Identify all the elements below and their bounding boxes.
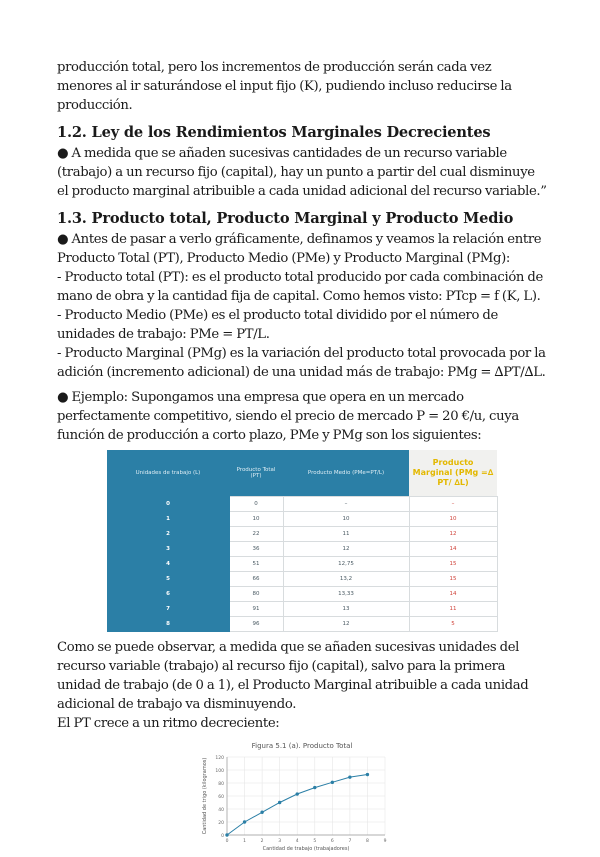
cell-pmg: 5 bbox=[409, 617, 497, 632]
section-1-3-p3: - Producto Medio (PMe) es el producto total dividido por el número de unidades de trabajo: PMe = PT/L. bbox=[57, 308, 498, 342]
after-table-paragraph: Como se puede observar, a medida que se añaden sucesivas unidades del recurso variable (trabajo) al recurso fijo (capital), salvo para la primera unidad de trabajo (de 0 a 1), el Producto Marginal atribuible a cada unidad adicional de trabajo va disminuyendo. bbox=[57, 640, 529, 712]
cell-pt: 22 bbox=[229, 527, 283, 542]
x-axis-label: Cantidad de trabajo (trabajadores) bbox=[262, 846, 350, 852]
x-tick-label: 6 bbox=[330, 839, 334, 844]
data-point bbox=[296, 792, 299, 795]
cell-labor: 7 bbox=[107, 602, 229, 617]
document-page bbox=[57, 58, 547, 857]
cell-labor: 2 bbox=[107, 527, 229, 542]
cell-pt: 36 bbox=[229, 542, 283, 557]
cell-labor: 5 bbox=[107, 572, 229, 587]
x-tick-label: 1 bbox=[243, 839, 246, 844]
cell-pmg: 14 bbox=[409, 542, 497, 557]
cell-labor: 3 bbox=[107, 542, 229, 557]
section-1-3-p2: - Producto total (PT): es el producto total producido por cada combinación de mano de obra y la cantidad fija de capital. Como hemos visto: PTcp = f (K, L). bbox=[57, 270, 543, 304]
section-1-3-p1: ● Antes de pasar a verlo gráficamente, definamos y veamos la relación entre Producto Total (PT), Producto Medio (PMe) y Producto Marginal (PMg): bbox=[57, 232, 542, 266]
cell-labor: 1 bbox=[107, 512, 229, 527]
table-header-labor: Unidades de trabajo (L) bbox=[107, 450, 229, 497]
cell-pt: 0 bbox=[229, 497, 283, 512]
cell-pmg: 11 bbox=[409, 602, 497, 617]
x-tick-label: 3 bbox=[278, 839, 282, 844]
table-row bbox=[107, 497, 497, 512]
chart-title: Figura 5.1 (a). Producto Total bbox=[251, 742, 353, 750]
cell-pme: 10 bbox=[283, 512, 409, 527]
x-tick-label: 7 bbox=[348, 839, 352, 844]
x-tick-label: 9 bbox=[383, 839, 387, 844]
section-1-3-p5: ● Ejemplo: Supongamos una empresa que opera en un mercado perfectamente competitivo, siendo el precio de mercado P = 20 €/u, cuya función de producción a corto plazo, PMe y PMg son los siguientes: bbox=[57, 390, 519, 443]
cell-pme: 11 bbox=[283, 527, 409, 542]
section-1-3-heading: 1.3. Producto total, Producto Marginal y Producto Medio bbox=[57, 210, 514, 227]
table-row bbox=[107, 527, 497, 542]
data-point bbox=[313, 786, 316, 789]
cell-pmg: 15 bbox=[409, 572, 497, 587]
table-body bbox=[107, 497, 497, 632]
cell-labor: 0 bbox=[107, 497, 229, 512]
y-tick-label: 60 bbox=[218, 794, 224, 800]
pt-paragraph: El PT crece a un ritmo decreciente: bbox=[57, 716, 280, 731]
cell-labor: 8 bbox=[107, 617, 229, 632]
cell-pt: 80 bbox=[229, 587, 283, 602]
cell-pmg: 15 bbox=[409, 557, 497, 572]
data-point bbox=[278, 801, 281, 804]
data-point bbox=[348, 775, 351, 778]
cell-pme: 13,33 bbox=[283, 587, 409, 602]
x-tick-label: 8 bbox=[366, 839, 369, 844]
cell-pt: 66 bbox=[229, 572, 283, 587]
data-point bbox=[260, 811, 263, 814]
cell-pme: 13,2 bbox=[283, 572, 409, 587]
table-row bbox=[107, 557, 497, 572]
production-table-wrapper bbox=[57, 450, 547, 632]
cell-labor: 4 bbox=[107, 557, 229, 572]
table-header-pt: Producto Total (PT) bbox=[229, 450, 283, 497]
x-tick-label: 5 bbox=[313, 839, 317, 844]
y-tick-label: 20 bbox=[218, 820, 224, 826]
intro-paragraph: producción total, pero los incrementos de producción serán cada vez menores al ir saturándose el input fijo (K), pudiendo incluso reducirse la producción. bbox=[57, 60, 512, 113]
cell-pme: – bbox=[283, 497, 409, 512]
x-tick-label: 4 bbox=[295, 839, 299, 844]
cell-pt: 10 bbox=[229, 512, 283, 527]
table-header-row bbox=[107, 450, 497, 497]
data-point bbox=[331, 781, 334, 784]
total-product-chart bbox=[197, 739, 407, 857]
figure-wrapper bbox=[57, 739, 547, 857]
x-tick-label: 2 bbox=[260, 839, 264, 844]
x-tick-label: 0 bbox=[225, 839, 229, 844]
production-table bbox=[107, 450, 498, 632]
cell-pme: 12 bbox=[283, 542, 409, 557]
section-1-2-heading: 1.2. Ley de los Rendimientos Marginales Decrecientes bbox=[57, 124, 491, 141]
data-point bbox=[243, 820, 246, 823]
table-row bbox=[107, 617, 497, 632]
y-tick-label: 120 bbox=[215, 755, 224, 761]
table-row bbox=[107, 587, 497, 602]
cell-pmg: – bbox=[409, 497, 497, 512]
cell-pmg: 14 bbox=[409, 587, 497, 602]
y-tick-label: 80 bbox=[218, 781, 224, 787]
cell-pt: 51 bbox=[229, 557, 283, 572]
table-header-pmg: Producto Marginal (PMg =∆ PT/ ∆L) bbox=[409, 450, 497, 497]
table-row bbox=[107, 512, 497, 527]
section-1-2-body: ● A medida que se añaden sucesivas cantidades de un recurso variable (trabajo) a un recurso fijo (capital), hay un punto a partir del cual disminuye el producto marginal atribuible a cada unidad adicional del recurso variable.” bbox=[57, 146, 547, 199]
data-point bbox=[225, 833, 228, 836]
cell-pme: 13 bbox=[283, 602, 409, 617]
y-tick-label: 40 bbox=[218, 807, 224, 813]
section-1-3-p4: - Producto Marginal (PMg) es la variación del producto total provocada por la adición (incremento adicional) de una unidad más de trabajo: PMg = ∆PT/∆L. bbox=[57, 346, 546, 380]
cell-pme: 12 bbox=[283, 617, 409, 632]
table-row bbox=[107, 542, 497, 557]
table-header-pme: Producto Medio (PMe=PT/L) bbox=[283, 450, 409, 497]
table-row bbox=[107, 572, 497, 587]
cell-pt: 96 bbox=[229, 617, 283, 632]
cell-pmg: 10 bbox=[409, 512, 497, 527]
table-row bbox=[107, 602, 497, 617]
cell-pme: 12,75 bbox=[283, 557, 409, 572]
y-axis-label: Cantidad de trigo (kilogramos) bbox=[202, 757, 208, 835]
y-tick-label: 100 bbox=[215, 768, 224, 774]
y-tick-label: 0 bbox=[221, 833, 224, 839]
data-point bbox=[366, 773, 369, 776]
cell-pt: 91 bbox=[229, 602, 283, 617]
cell-labor: 6 bbox=[107, 587, 229, 602]
cell-pmg: 12 bbox=[409, 527, 497, 542]
